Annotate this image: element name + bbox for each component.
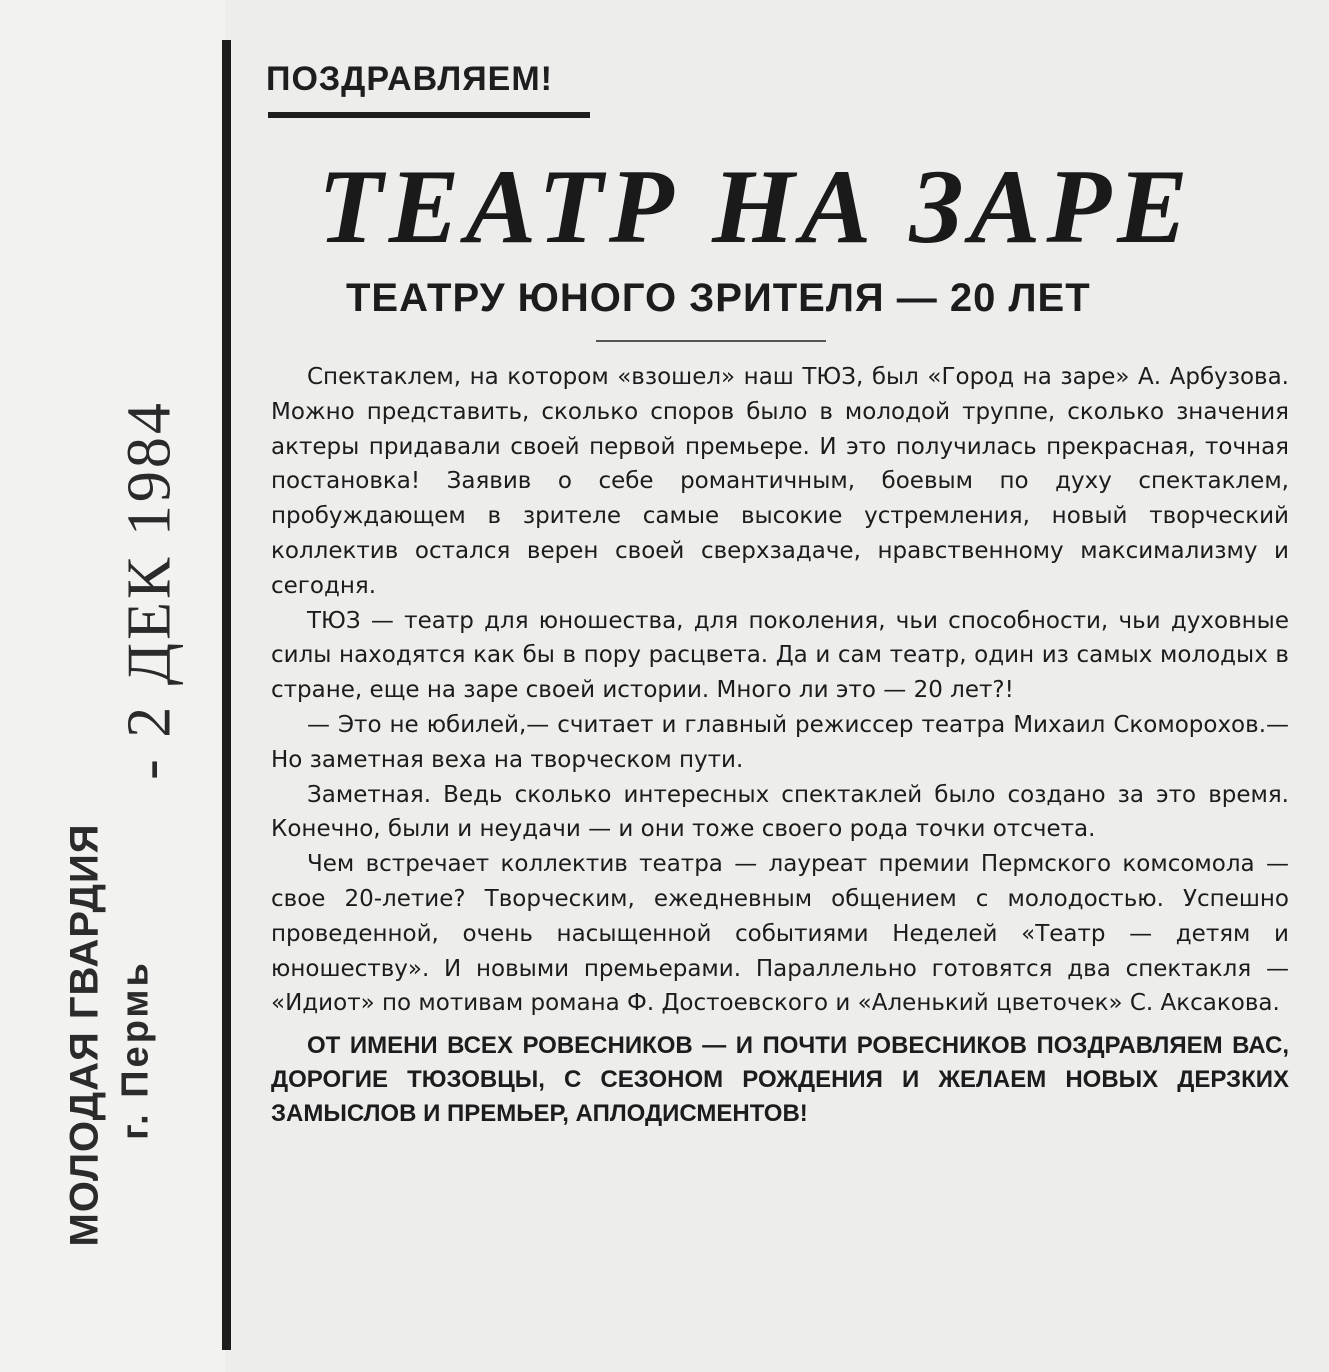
- subheadline-divider: [596, 340, 826, 342]
- article-paragraph: — Это не юбилей,— считает и главный режиссер театра Михаил Скоморохов.— Но заметная веха на творческом пути.: [271, 711, 1289, 773]
- archive-stamp-area: [0, 0, 225, 1372]
- article-paragraph: Заметная. Ведь сколько интересных спектаклей было создано за это время. Конечно, были и неудачи — и они тоже своего рода точки отсчета.: [271, 781, 1289, 843]
- article-subheadline: ТЕАТРУ ЮНОГО ЗРИТЕЛЯ — 20 ЛЕТ: [346, 276, 1091, 320]
- vertical-rule: [222, 40, 231, 1350]
- newspaper-name-stamp: МОЛОДАЯ ГВАРДИЯ: [62, 823, 107, 1247]
- article-paragraph: Чем встречает коллектив театра — лауреат премии Пермского комсомола — свое 20-летие? Творческим, ежедневным общением с молодостью. Успешно проведенной, очень насыщенной событиями Неделей «Театр — детям и юношеству». И новыми премьерами. Параллельно готовятся два спектакля — «Идиот» по мотивам романа Ф. Достоевского и «Аленький цветочек» С. Аксакова.: [271, 851, 1289, 1017]
- article-body: [271, 360, 1289, 1131]
- article-headline: ТЕАТР НА ЗАРЕ: [318, 148, 1194, 265]
- date-stamp: - 2 ДЕК 1984: [115, 400, 184, 780]
- rubric-underline: [268, 112, 590, 118]
- article-paragraph: ТЮЗ — театр для юношества, для поколения, чьи способности, чьи духовные силы находятся как бы в пору расцвета. Да и сам театр, один из самых молодых в стране, еще на заре своей истории. Много ли это — 20 лет?!: [271, 607, 1289, 704]
- city-stamp: г. Пермь: [114, 960, 157, 1140]
- article-paragraph: Спектаклем, на котором «взошел» наш ТЮЗ, был «Город на заре» А. Арбузова. Можно представить, сколько споров было в молодой труппе, сколько значения актеры придавали своей первой премьере. И это получилась прекрасная, точная постановка! Заявив о себе романтичным, боевым по духу спектаклем, пробуждающем в зрителе самые высокие устремления, новый творческий коллектив остался верен своей сверхзадаче, нравственному максимализму и сегодня.: [271, 364, 1289, 599]
- rubric-label: ПОЗДРАВЛЯЕМ!: [266, 60, 553, 98]
- closing-greeting: ОТ ИМЕНИ ВСЕХ РОВЕСНИКОВ — И ПОЧТИ РОВЕСНИКОВ ПОЗДРАВЛЯЕМ ВАС, ДОРОГИЕ ТЮЗОВЦЫ, С СЕЗОНОМ РОЖДЕНИЯ И ЖЕЛАЕМ НОВЫХ ДЕРЗКИХ ЗАМЫСЛОВ И ПРЕМЬЕР, АПЛОДИСМЕНТОВ!: [271, 1032, 1289, 1128]
